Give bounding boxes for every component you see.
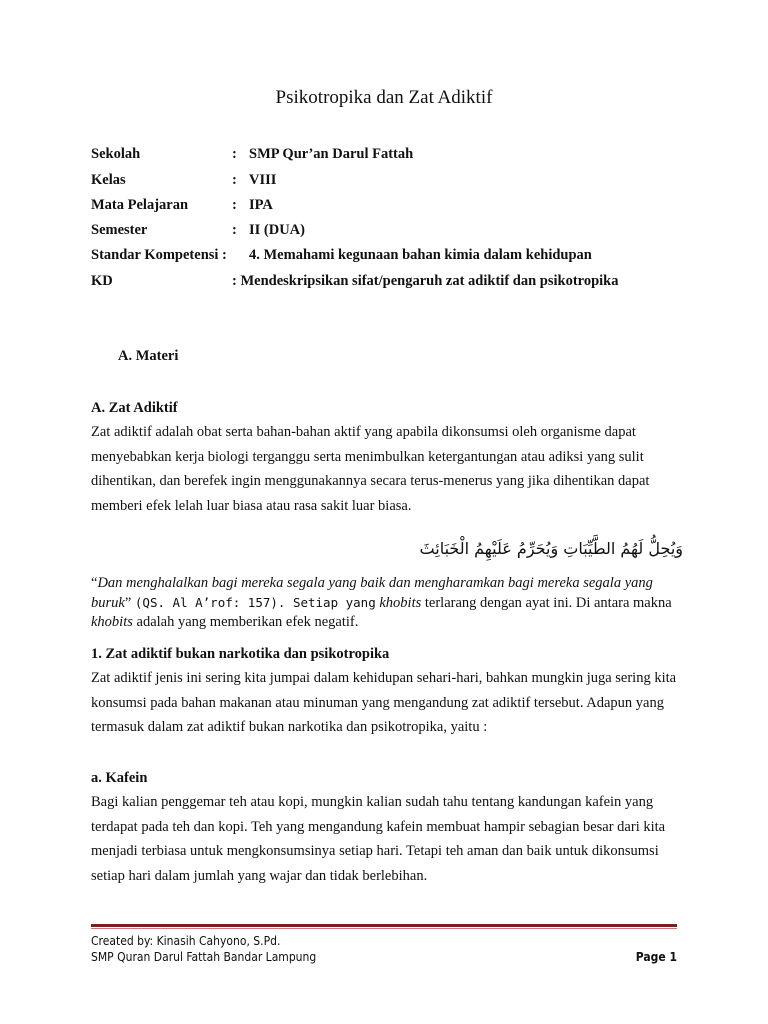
footer-created-by: Created by: Kinasih Cahyono, S.Pd. [91,934,281,948]
paragraph-bukan-narkotika: Zat adiktif jenis ini sering kita jumpai dalam kehidupan sehari-hari, bahkan mungkin juga sering kita konsumsi pada bahan makanan atau minuman yang mengandung zat adiktif tersebut. Adapun yang termasuk dalam zat adiktif bukan narkotika dan psikotropika, yaitu : [91,670,677,735]
quote-text-continued: terlarang dengan ayat ini. Di antara makna [421,595,672,611]
meta-colon: : [232,146,237,162]
meta-label: Kelas [91,172,126,188]
paragraph-kafein: Bagi kalian penggemar teh atau kopi, mungkin kalian sudah tahu tentang kandungan kafein yang terdapat pada teh dan kopi. Teh yang mengandung kafein membuat hampir sebagian besar dari kita menjadi terbiasa untuk mengkonsumsinya setiap hari. Tetapi teh aman dan baik untuk dikonsumsi setiap hari dalam jumlah yang wajar dan tidak berlebihan. [91,794,666,884]
term-khobits: khobits [91,614,133,630]
paragraph-zat-adiktif: Zat adiktif adalah obat serta bahan-bahan aktif yang apabila dikonsumsi oleh organisme dapat menyebabkan kerja biologi terganggu serta menimbulkan ketergantungan atau adiksi yang sulit dihentikan, dan berefek ingin menggunakannya secara terus-menerus yang jika dihentikan dapat memberi efek lelah luar biasa atau rasa sakit luar biasa. [91,424,650,514]
section-heading-bukan-narkotika: 1. Zat adiktif bukan narkotika dan psikotropika [91,646,390,662]
meta-value: II (DUA) [249,222,305,238]
meta-row-standar-kompetensi [91,244,691,266]
meta-row-mapel [91,194,691,216]
meta-row-kelas [91,169,691,191]
meta-value: IPA [249,197,273,213]
meta-colon: : [232,197,237,213]
arabic-verse: وَيُحِلُّ لَهُمُ الطَّيِّبَاتِ وَيُحَرِّمُ عَلَيْهِمُ الْخَبَائِثَ [419,539,683,558]
page-number: Page 1 [635,950,677,964]
meta-label: Sekolah [91,146,141,162]
meta-row-kd [91,270,691,292]
meta-row-semester [91,219,691,241]
meta-label: Mata Pelajaran [91,197,189,213]
meta-colon: : [232,172,237,188]
meta-value: SMP Qur’an Darul Fattah [249,146,414,162]
meta-label: Standar Kompetensi : [91,247,227,263]
quote-reference: (QS. Al A’rof: 157). Setiap yang [134,595,376,610]
term-khobits: khobits [379,595,422,611]
meta-label: KD [91,273,113,289]
footer-divider-thin [91,928,677,929]
quote-text-end: adalah yang memberikan efek negatif. [132,614,359,630]
meta-row-sekolah [91,143,691,165]
section-heading-zat-adiktif: A. Zat Adiktif [91,400,178,416]
quote-open-mark: “ [91,575,98,591]
meta-label: Semester [91,222,148,238]
footer-divider [91,924,677,927]
paragraph-quote [91,574,691,632]
quote-close-mark: ” [124,595,135,611]
document-title: Psikotropika dan Zat Adiktif [275,87,493,108]
section-heading-kafein: a. Kafein [91,770,148,786]
meta-value: 4. Memahami kegunaan bahan kimia dalam kehidupan [249,247,592,263]
quote-text: Dan menghalalkan bagi mereka segala yang baik dan mengharamkan bagi mereka segala yang buruk [91,575,653,611]
section-heading-materi: A. Materi [118,348,179,364]
footer-school: SMP Quran Darul Fattah Bandar Lampung [91,950,317,964]
meta-value: VIII [249,172,277,188]
meta-colon: : [232,222,237,238]
meta-value: : Mendeskripsikan sifat/pengaruh zat adiktif dan psikotropika [232,273,619,289]
footer-school-line [91,949,677,965]
